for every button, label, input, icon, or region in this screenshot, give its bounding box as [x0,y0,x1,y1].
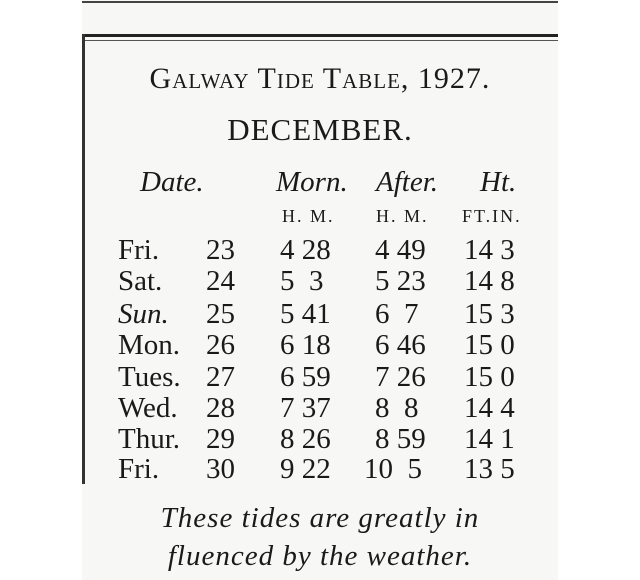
row-date: 29 [206,423,235,455]
row-morning-time: 8 26 [280,423,331,455]
row-height: 15 0 [464,329,515,361]
footnote-line-2: fluenced by the weather. [167,540,473,572]
row-height: 15 0 [464,361,515,393]
row-date: 30 [206,453,235,485]
table-row [82,453,558,483]
table-row [82,265,558,295]
row-height: 14 4 [464,392,515,424]
row-day: Fri. [118,453,160,485]
header-rule-thick [82,34,558,37]
row-day: Thur. [118,423,181,455]
table-row [82,234,558,264]
row-afternoon-time: 4 49 [375,234,426,266]
row-morning-time: 4 28 [280,234,331,266]
footnote-line-1: These tides are greatly in [160,502,480,534]
table-row [82,423,558,453]
height-header: Ht. [480,166,517,198]
row-day: Tues. [118,361,181,393]
row-date: 26 [206,329,235,361]
row-height: 13 5 [464,453,515,485]
row-date: 27 [206,361,235,393]
row-day: Sun. [118,298,169,330]
date-header: Date. [140,166,204,198]
height-unit: FT.IN. [462,206,522,226]
row-afternoon-time: 8 8 [375,392,419,424]
row-day: Fri. [118,234,160,266]
row-day: Wed. [118,392,178,424]
table-row [82,361,558,391]
row-afternoon-time: 8 59 [375,423,426,455]
row-morning-time: 6 59 [280,361,331,393]
morning-unit: H. M. [282,206,335,226]
row-date: 28 [206,392,235,424]
table-row [82,329,558,359]
afternoon-header: After. [376,166,439,198]
header-rule-thin [82,40,558,41]
row-afternoon-time: 5 23 [375,265,426,297]
row-day: Mon. [118,329,181,361]
table-title: Galway Tide Table, 1927. [149,62,491,95]
row-height: 14 8 [464,265,515,297]
row-height: 15 3 [464,298,515,330]
top-rule [82,1,558,3]
month-heading: DECEMBER. [227,112,413,147]
table-row [82,392,558,422]
row-afternoon-time: 6 7 [375,298,419,330]
row-date: 24 [206,265,235,297]
row-morning-time: 7 37 [280,392,331,424]
row-afternoon-time: 6 46 [375,329,426,361]
row-date: 25 [206,298,235,330]
morning-header: Morn. [276,166,348,198]
row-height: 14 1 [464,423,515,455]
row-morning-time: 6 18 [280,329,331,361]
row-day: Sat. [118,265,163,297]
table-row [82,298,558,328]
row-height: 14 3 [464,234,515,266]
row-afternoon-time: 7 26 [375,361,426,393]
row-date: 23 [206,234,235,266]
afternoon-unit: H. M. [376,206,429,226]
row-morning-time: 9 22 [280,453,331,485]
row-afternoon-time: 10 5 [364,453,422,485]
row-morning-time: 5 41 [280,298,331,330]
row-morning-time: 5 3 [280,265,324,297]
newspaper-clipping [82,0,558,580]
